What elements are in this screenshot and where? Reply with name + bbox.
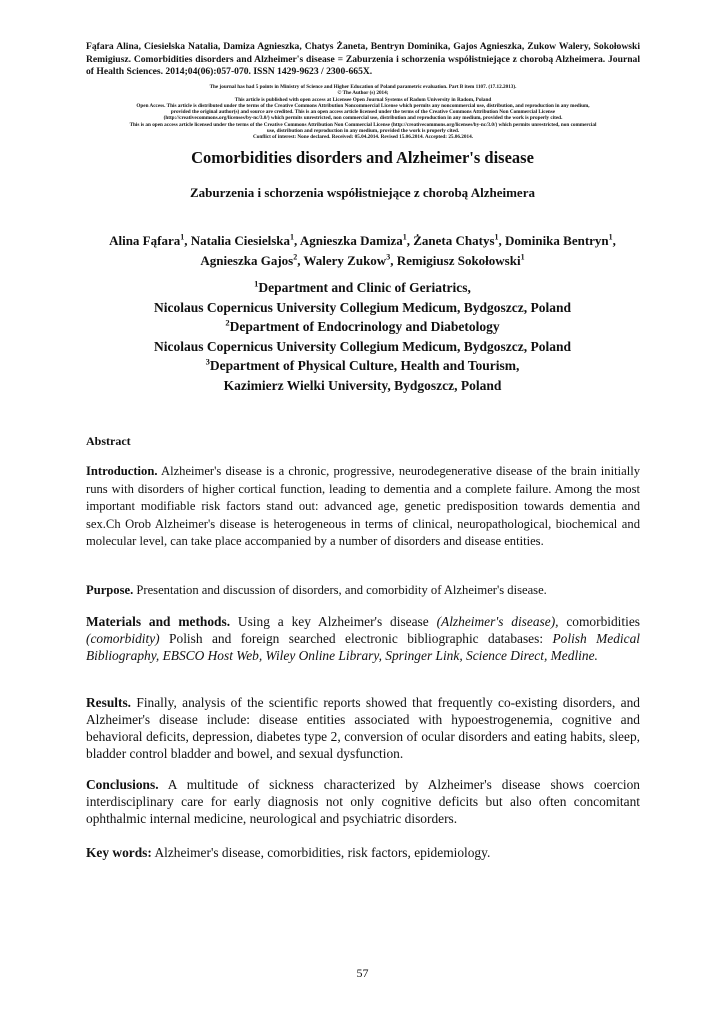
affil-mark: 3 <box>205 356 210 367</box>
abstract-materials-methods <box>86 613 640 664</box>
affiliation-line: Nicolaus Copernicus University Collegium Medicum, Bydgoszcz, Poland <box>154 299 571 315</box>
abstract-heading: Abstract <box>86 434 131 448</box>
author-name: Żaneta Chatys <box>413 233 495 248</box>
author-affil-mark: 1 <box>494 232 499 242</box>
abstract-results <box>86 694 640 762</box>
section-text: Alzheimer's disease is a chronic, progressive, neurodegenerative disease of the brain initially runs with disorders of higher cortical function, leading to dementia and a complete failure. Among the most important modifiable risk factors stand out: advanced age, genetic predisposition towards dementia and sex.Ch Orob Alzheimer's disease is heterogeneous in terms of clinical, neuropathological, biochemical and molecular level, can take place accompanied by a number of disorders and disease entities. <box>86 464 640 548</box>
author-affil-mark: 1 <box>608 232 613 242</box>
notice-line: This article is published with open access at Licensee Open Journal Systems of Radom University in Radom, Poland <box>234 96 492 103</box>
affiliation-line <box>60 317 665 337</box>
notice-line: This is an open access article licensed under the terms of the Creative Commons Attribution Non Commercial License (http://creativecommons.org/licenses/by-nc/3.0/) which permits unrestricted, non commercial <box>129 121 597 128</box>
section-text: A multitude of sickness characterized by Alzheimer's disease shows coercion interdisciplinary care for early diagnosis not only cognitive deficits but also often concomitant ophthalmic internal medicine, neurological and psychiatric disorders. <box>86 777 640 826</box>
section-text: Using a key Alzheimer's disease <box>230 614 437 629</box>
paper-subtitle: Zaburzenia i schorzenia współistniejące z chorobą Alzheimera <box>190 185 535 200</box>
abstract-introduction <box>86 463 640 551</box>
author-name: Agnieszka Damiza <box>299 233 403 248</box>
author-name: Natalia Ciesielska <box>190 233 291 248</box>
author-name: Remigiusz Sokołowski <box>396 253 521 268</box>
affiliation-line: Kazimierz Wielki University, Bydgoszcz, Poland <box>223 377 502 393</box>
italic-term: (comorbidity) <box>86 631 160 646</box>
section-label: Purpose. <box>86 583 134 597</box>
section-text: Finally, analysis of the scientific reports showed that frequently co-existing disorders, and Alzheimer's disease include: disease entities associated with hypoestrogenemia, cognitive and behavioral deficits, depression, diabetes type 2, conversion of ocular disorders and eating habits, sleep, bladder control bladder and bowel, and sexual dysfunction. <box>86 695 640 761</box>
notice-line: © The Author (s) 2014; <box>337 90 389 97</box>
author-affil-mark: 1 <box>520 252 525 262</box>
affiliations <box>60 278 665 395</box>
author-affil-mark: 1 <box>180 232 185 242</box>
affiliation-line <box>60 278 665 298</box>
section-text: Polish and foreign searched electronic bibliographic databases: <box>159 631 553 646</box>
affiliation-text: Department and Clinic of Geriatrics, <box>258 280 471 295</box>
section-text: comorbidities <box>558 614 640 629</box>
affiliation-text: Department of Endocrinology and Diabetology <box>229 319 500 334</box>
notice-line: Open Access. This article is distributed under the terms of the Creative Commons Attribution Noncommercial License which permits any noncommercial use, distribution, and reproduction in any medium, <box>136 102 590 109</box>
section-label: Materials and methods. <box>86 614 231 629</box>
notice-line: Conflict of interest: None declared. Received: 05.04.2014. Revised 15.06.2014. Accepted: 25.06.2014. <box>253 134 473 141</box>
notice-line: provided the original author(s) and source are credited. This is an open access article licensed under the terms of the Creative Commons Attribution Non Commercial License <box>170 109 556 116</box>
page-number: 57 <box>356 966 369 980</box>
abstract-purpose <box>86 582 640 600</box>
author-affil-mark: 3 <box>386 252 391 262</box>
license-notice <box>86 84 640 141</box>
author-affil-mark: 2 <box>293 252 298 262</box>
paper-title: Comorbidities disorders and Alzheimer's disease <box>191 148 534 167</box>
author-affil-mark: 1 <box>402 232 407 242</box>
notice-line: use, distribution and reproduction in any medium, provided the work is properly cited. <box>266 128 460 135</box>
notice-line: The journal has had 5 points in Ministry of Science and Higher Education of Poland parametric evaluation. Part B item 1107. (17.12.2013). <box>209 84 517 90</box>
author-name: Walery Zukow <box>303 253 387 268</box>
affiliation-line <box>60 356 665 376</box>
italic-term: Polish Medical Bibliography, EBSCO Host Web, Wiley Online Library, Springer Link, Science Direct, Medline. <box>86 631 640 663</box>
affiliation-text: Department of Physical Culture, Health and Tourism, <box>209 358 520 373</box>
affiliation-line: Nicolaus Copernicus University Collegium Medicum, Bydgoszcz, Poland <box>154 338 571 354</box>
author-name: Dominika Bentryn <box>505 233 609 248</box>
author-name: Agnieszka Gajos <box>200 253 294 268</box>
notice-line: (http://creativecommons.org/licenses/by-nc/3.0/) which permits unrestricted, non commercial use, distribution and reproduction in any medium, provided the work is properly cited. <box>163 115 563 122</box>
section-label: Key words: <box>86 845 152 860</box>
affil-mark: 1 <box>254 278 259 289</box>
abstract-keywords <box>86 844 640 861</box>
affil-mark: 2 <box>225 317 230 328</box>
citation-header: Fąfara Alina, Ciesielska Natalia, Damiza Agnieszka, Chatys Żaneta, Bentryn Dominika, Gajos Agnieszka, Zukow Walery, Sokołowski Remigiusz. Comorbidities disorders and Alzheimer's disease = Zaburzenia i schorzenia współistniejące z chorobą Alzheimera. Journal of Health Sciences. 2014;04(06):057-070. ISSN 1429-9623 / 2300-665X. <box>86 41 640 78</box>
section-text: Alzheimer's disease, comorbidities, risk factors, epidemiology. <box>151 845 491 860</box>
author-list: Alina Fąfara$^1$, Natalia Ciesielska$^1$, Agnieszka Damiza$^1$, Żaneta Chatys$^1$, Dominika Bentryn$^1$, Agnieszka Gajos$^2$, Walery Zukow$^3$, Remigiusz Sokołowski$^1$ <box>109 232 616 268</box>
author-affil-mark: 1 <box>290 232 295 242</box>
section-text: Presentation and discussion of disorders, and comorbidity of Alzheimer's disease. <box>133 583 547 597</box>
section-label: Introduction. <box>86 464 158 478</box>
italic-term: (Alzheimer's disease), <box>436 614 559 629</box>
author-name: Alina Fąfara <box>109 233 181 248</box>
section-label: Results. <box>86 695 132 710</box>
abstract-conclusions <box>86 776 640 827</box>
section-label: Conclusions. <box>86 777 159 792</box>
